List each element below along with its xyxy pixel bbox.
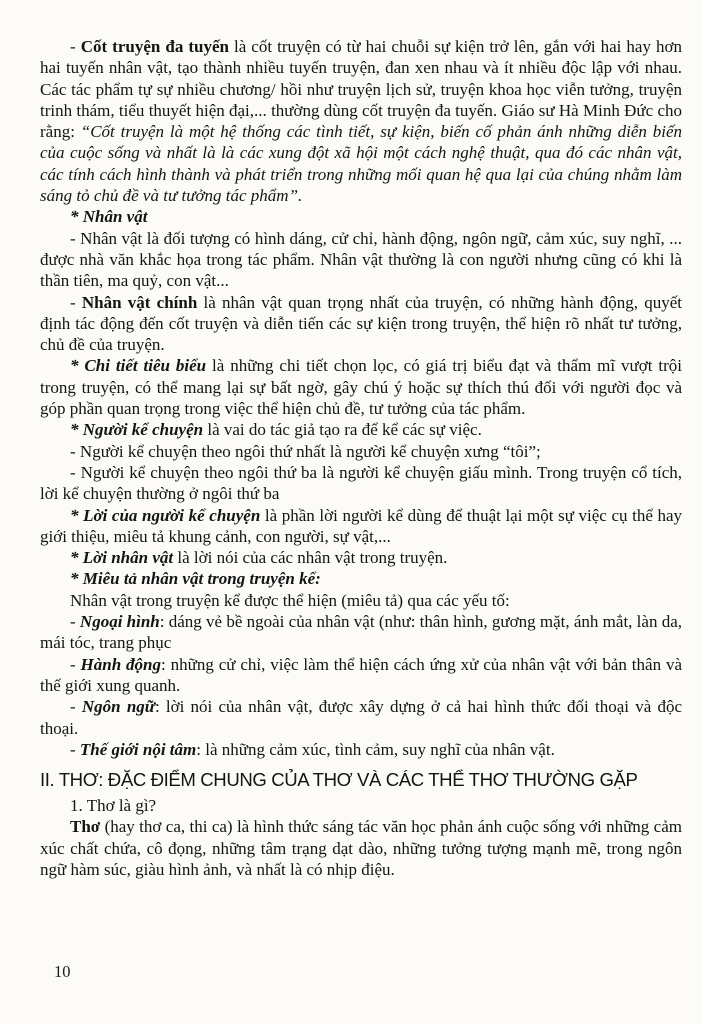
text-segment: - Người kể chuyện theo ngôi thứ nhất là người kể chuyện xưng “tôi”;	[70, 441, 541, 461]
text-segment: * Nhân vật	[70, 207, 148, 227]
text-segment: : dáng vẻ bề ngoài của nhân vật (như: thân hình, gương mặt, ánh mắt, làn da, mái tóc, trang phục	[40, 612, 682, 653]
text-segment: * Lời nhân vật	[70, 548, 174, 568]
paragraph	[40, 590, 682, 611]
text-segment: II. THƠ: ĐẶC ĐIỂM CHUNG CỦA THƠ VÀ CÁC THỂ THƠ THƯỜNG GẶP	[40, 769, 638, 791]
text-segment: * Chi tiết tiêu biểu	[70, 356, 207, 376]
paragraph	[40, 419, 682, 440]
paragraph	[40, 355, 682, 419]
paragraph	[40, 568, 682, 589]
paragraph	[40, 547, 682, 568]
text-segment: là cốt truyện có từ hai chuỗi sự kiện trở lên, gắn với hai hay hơn hai tuyến nhân vật, tạo thành nhiều tuyến truyện, đan xen nhau và ít nhiều độc lập với nhau. Các tác phẩm tự sự nhiều chương/ hồi như truyện lịch sử, truyện khoa học viễn tưởng, truyện trinh thám, tiểu thuyết hiện đại,... thường dùng cốt truyện đa tuyến. Giáo sư Hà Minh Đức cho rằng:	[40, 37, 682, 142]
text-segment: * Người kể chuyện	[70, 420, 204, 440]
text-segment: Ngôn ngữ	[81, 697, 155, 717]
text-segment: -	[70, 654, 81, 674]
text-segment: Hành động	[80, 654, 162, 674]
text-segment: -	[70, 697, 82, 717]
page-number: 10	[54, 962, 71, 981]
text-segment: là phần lời người kể dùng để thuật lại một sự việc cụ thể hay giới thiệu, miêu tả khung cảnh, con người, sự vật,...	[40, 505, 683, 546]
text-segment: * Miêu tả nhân vật trong truyện kể:	[70, 569, 321, 589]
text-segment: Cốt truyện đa tuyến	[80, 37, 229, 56]
text-segment: -	[70, 612, 80, 632]
text-segment: là vai do tác giả tạo ra để kể các sự việc.	[203, 420, 482, 440]
paragraph	[40, 505, 682, 548]
text-segment: - Nhân vật là đối tượng có hình dáng, cử chỉ, hành động, ngôn ngữ, cảm xúc, suy nghĩ, ... được nhà văn khắc họa trong tác phẩm. Nhân vật thường là con người nhưng cũng có khi là thần tiên, ma quỷ, con vật...	[40, 228, 682, 291]
text-segment: Thơ	[70, 817, 101, 837]
text-segment: : lời nói của nhân vật, được xây dựng ở cả hai hình thức đối thoại và độc thoại.	[40, 697, 682, 738]
text-segment: là những chi tiết chọn lọc, có giá trị biểu đạt và thẩm mĩ vượt trội trong truyện, có thể mang lại sự bất ngờ, gây chú ý hoặc sự thích thú đối với người đọc và góp phần quan trọng trong việc thể hiện chủ đề, tư tưởng của tác phẩm.	[40, 356, 682, 419]
paragraph	[40, 654, 682, 697]
text-segment: - Người kể chuyện theo ngôi thứ ba là người kể chuyện giấu mình. Trong truyện cổ tích, lời kể chuyện thường ở ngôi thứ ba	[40, 462, 682, 504]
text-segment: : là những cảm xúc, tình cảm, suy nghĩ của nhân vật.	[196, 739, 555, 759]
text-segment: Ngoại hình	[79, 612, 160, 632]
text-segment: là nhân vật quan trọng nhất của truyện, có những hành động, quyết định tác động đến cốt truyện và diễn tiến các sự kiện trong truyện, thể hiện rõ nhất tư tưởng, chủ đề của truyện.	[40, 292, 683, 355]
text-segment: : những cử chỉ, việc làm thể hiện cách ứng xử của nhân vật với bản thân và thế giới xung quanh.	[40, 654, 682, 695]
paragraph	[40, 739, 682, 760]
text-segment: * Lời của người kể chuyện	[70, 505, 261, 525]
paragraph	[40, 816, 682, 880]
paragraph	[40, 206, 682, 227]
text-segment: “Cốt truyện là một hệ thống các tình tiết, sự kiện, biến cố phản ánh những diễn biến của cuộc sống và nhất là là các xung đột xã hội một cách nghệ thuật, qua đó các nhân vật, các tính cách hình thành và phát triển trong những mối quan hệ qua lại của chúng nhằm làm sáng tỏ chủ đề và tư tưởng tác phẩm”.	[40, 122, 682, 206]
paragraph	[40, 611, 682, 654]
text-segment: -	[70, 37, 81, 56]
paragraph	[40, 228, 682, 292]
document-body	[40, 36, 682, 880]
paragraph	[40, 462, 682, 505]
text-segment: Nhân vật trong truyện kể được thể hiện (miêu tả) qua các yếu tố:	[70, 590, 510, 610]
paragraph	[40, 36, 682, 206]
text-segment: Thế giới nội tâm	[79, 739, 197, 759]
paragraph	[40, 292, 682, 356]
text-segment: 1. Thơ là gì?	[70, 796, 157, 816]
text-segment: (hay thơ ca, thi ca) là hình thức sáng tác văn học phản ánh cuộc sống với những cảm xúc chất chứa, cô đọng, những tâm trạng dạt dào, những tưởng tượng mạnh mẽ, trong ngôn ngữ hàm súc, giàu hình ảnh, và nhất là có nhịp điệu.	[40, 817, 682, 879]
text-segment: Nhân vật chính	[81, 292, 198, 312]
text-segment: -	[70, 739, 80, 759]
text-segment: là lời nói của các nhân vật trong truyện.	[173, 548, 448, 568]
subsection-heading	[40, 795, 682, 816]
paragraph	[40, 441, 682, 462]
section-heading	[40, 767, 682, 793]
text-segment: -	[70, 292, 82, 312]
paragraph	[40, 696, 682, 739]
